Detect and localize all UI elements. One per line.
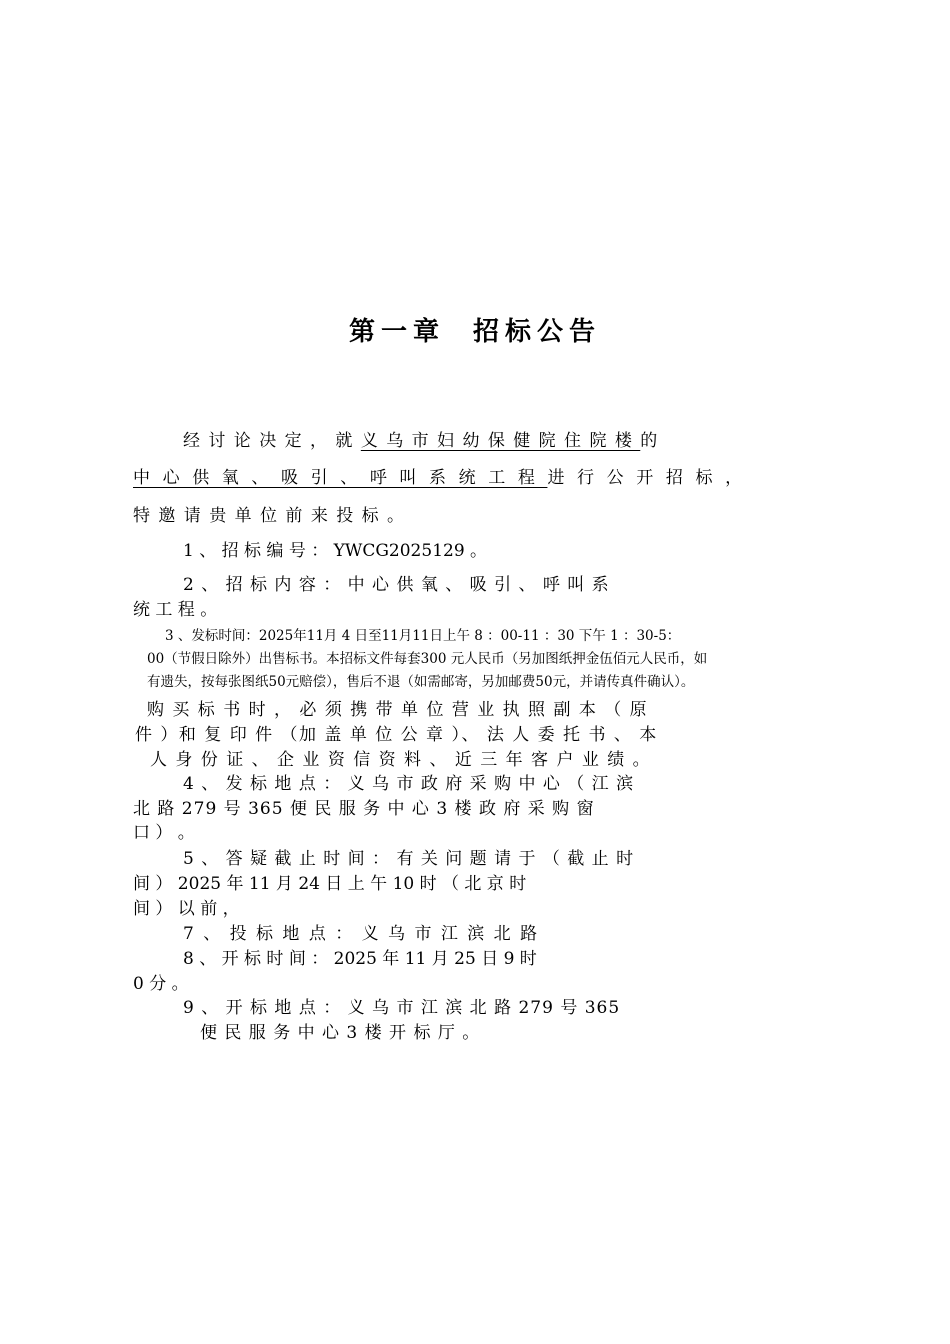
item-9-line-1: 9 、 开 标 地 点 ： 义 乌 市 江 滨 北 路 279 号 365 xyxy=(183,998,621,1018)
item-8-line-1: 8 、 开 标 时 间 ： 2025 年 11 月 25 日 9 时 xyxy=(183,949,537,969)
item-3-line-1: 3 、发标时间：2025年11月 4 日至11月11日上午 8 ：00-11 ：30 下午 1 ：30-5： xyxy=(165,628,681,644)
item-9-line-2: 便 民 服 务 中 心 3 楼 开 标 厅 。 xyxy=(200,1023,481,1043)
item-3-line-4: 购 买 标 书 时 ， 必 须 携 带 单 位 营 业 执 照 副 本 （ 原 xyxy=(147,700,649,720)
intro-line-1: 经 讨 论 决 定 ， 就 义 乌 市 妇 幼 保 健 院 住 院 楼 的 xyxy=(183,431,659,451)
item-4-line-1: 4 、 发 标 地 点 ： 义 乌 市 政 府 采 购 中 心 （ 江 滨 xyxy=(183,774,635,794)
item-3-line-3: 有遗失，按每张图纸50元赔偿），售后不退（如需邮寄，另加邮费50元，并请传真件确认）。 xyxy=(147,674,695,690)
project-name: 义 乌 市 妇 幼 保 健 院 住 院 楼 xyxy=(360,431,641,451)
intro-line-2: 中 心 供 氧 、 吸 引 、 呼 叫 系 统 工 程 进 行 公 开 招 标 ， xyxy=(133,468,746,488)
item-4-line-3: 口 ） 。 xyxy=(133,823,195,843)
item-7-bid-location: 7 、 投 标 地 点 ： 义 乌 市 江 滨 北 路 xyxy=(183,924,540,944)
item-4-line-2: 北 路 279 号 365 便 民 服 务 中 心 3 楼 政 府 采 购 窗 xyxy=(133,799,595,819)
item-2-line-2: 统 工 程 。 xyxy=(133,600,218,620)
item-5-line-1: 5 、 答 疑 截 止 时 间 ： 有 关 问 题 请 于 （ 截 止 时 xyxy=(183,849,635,869)
chapter-title: 招标公告 xyxy=(473,317,602,347)
intro-line-3: 特 邀 请 贵 单 位 前 来 投 标 。 xyxy=(133,506,406,526)
item-5-line-3: 间 ） 以 前 ， xyxy=(133,899,240,919)
item-8-line-2: 0 分 。 xyxy=(133,974,189,994)
page-title xyxy=(0,314,950,350)
item-1-bid-number: 1 、 招 标 编 号 ： YWCG2025129 。 xyxy=(183,541,488,561)
item-5-line-2: 间 ） 2025 年 11 月 24 日 上 午 10 时 （ 北 京 时 xyxy=(133,874,527,894)
item-3-line-6: 人 身 份 证 、 企 业 资 信 资 料 、 近 三 年 客 户 业 绩 。 xyxy=(150,750,652,770)
item-3-line-2: 00（节假日除外）出售标书。本招标文件每套300 元人民币（另加图纸押金伍佰元人民币，如 xyxy=(147,651,708,667)
chapter-number: 第一章 xyxy=(348,317,445,347)
system-name: 中 心 供 氧 、 吸 引 、 呼 叫 系 统 工 程 xyxy=(133,468,548,488)
item-2-line-1: 2 、 招 标 内 容 ： 中 心 供 氧 、 吸 引 、 呼 叫 系 xyxy=(183,575,610,595)
item-3-line-5: 件 ）和 复 印 件 （加 盖 单 位 公 章 ）、 法 人 委 托 书 、 本 xyxy=(135,725,658,745)
